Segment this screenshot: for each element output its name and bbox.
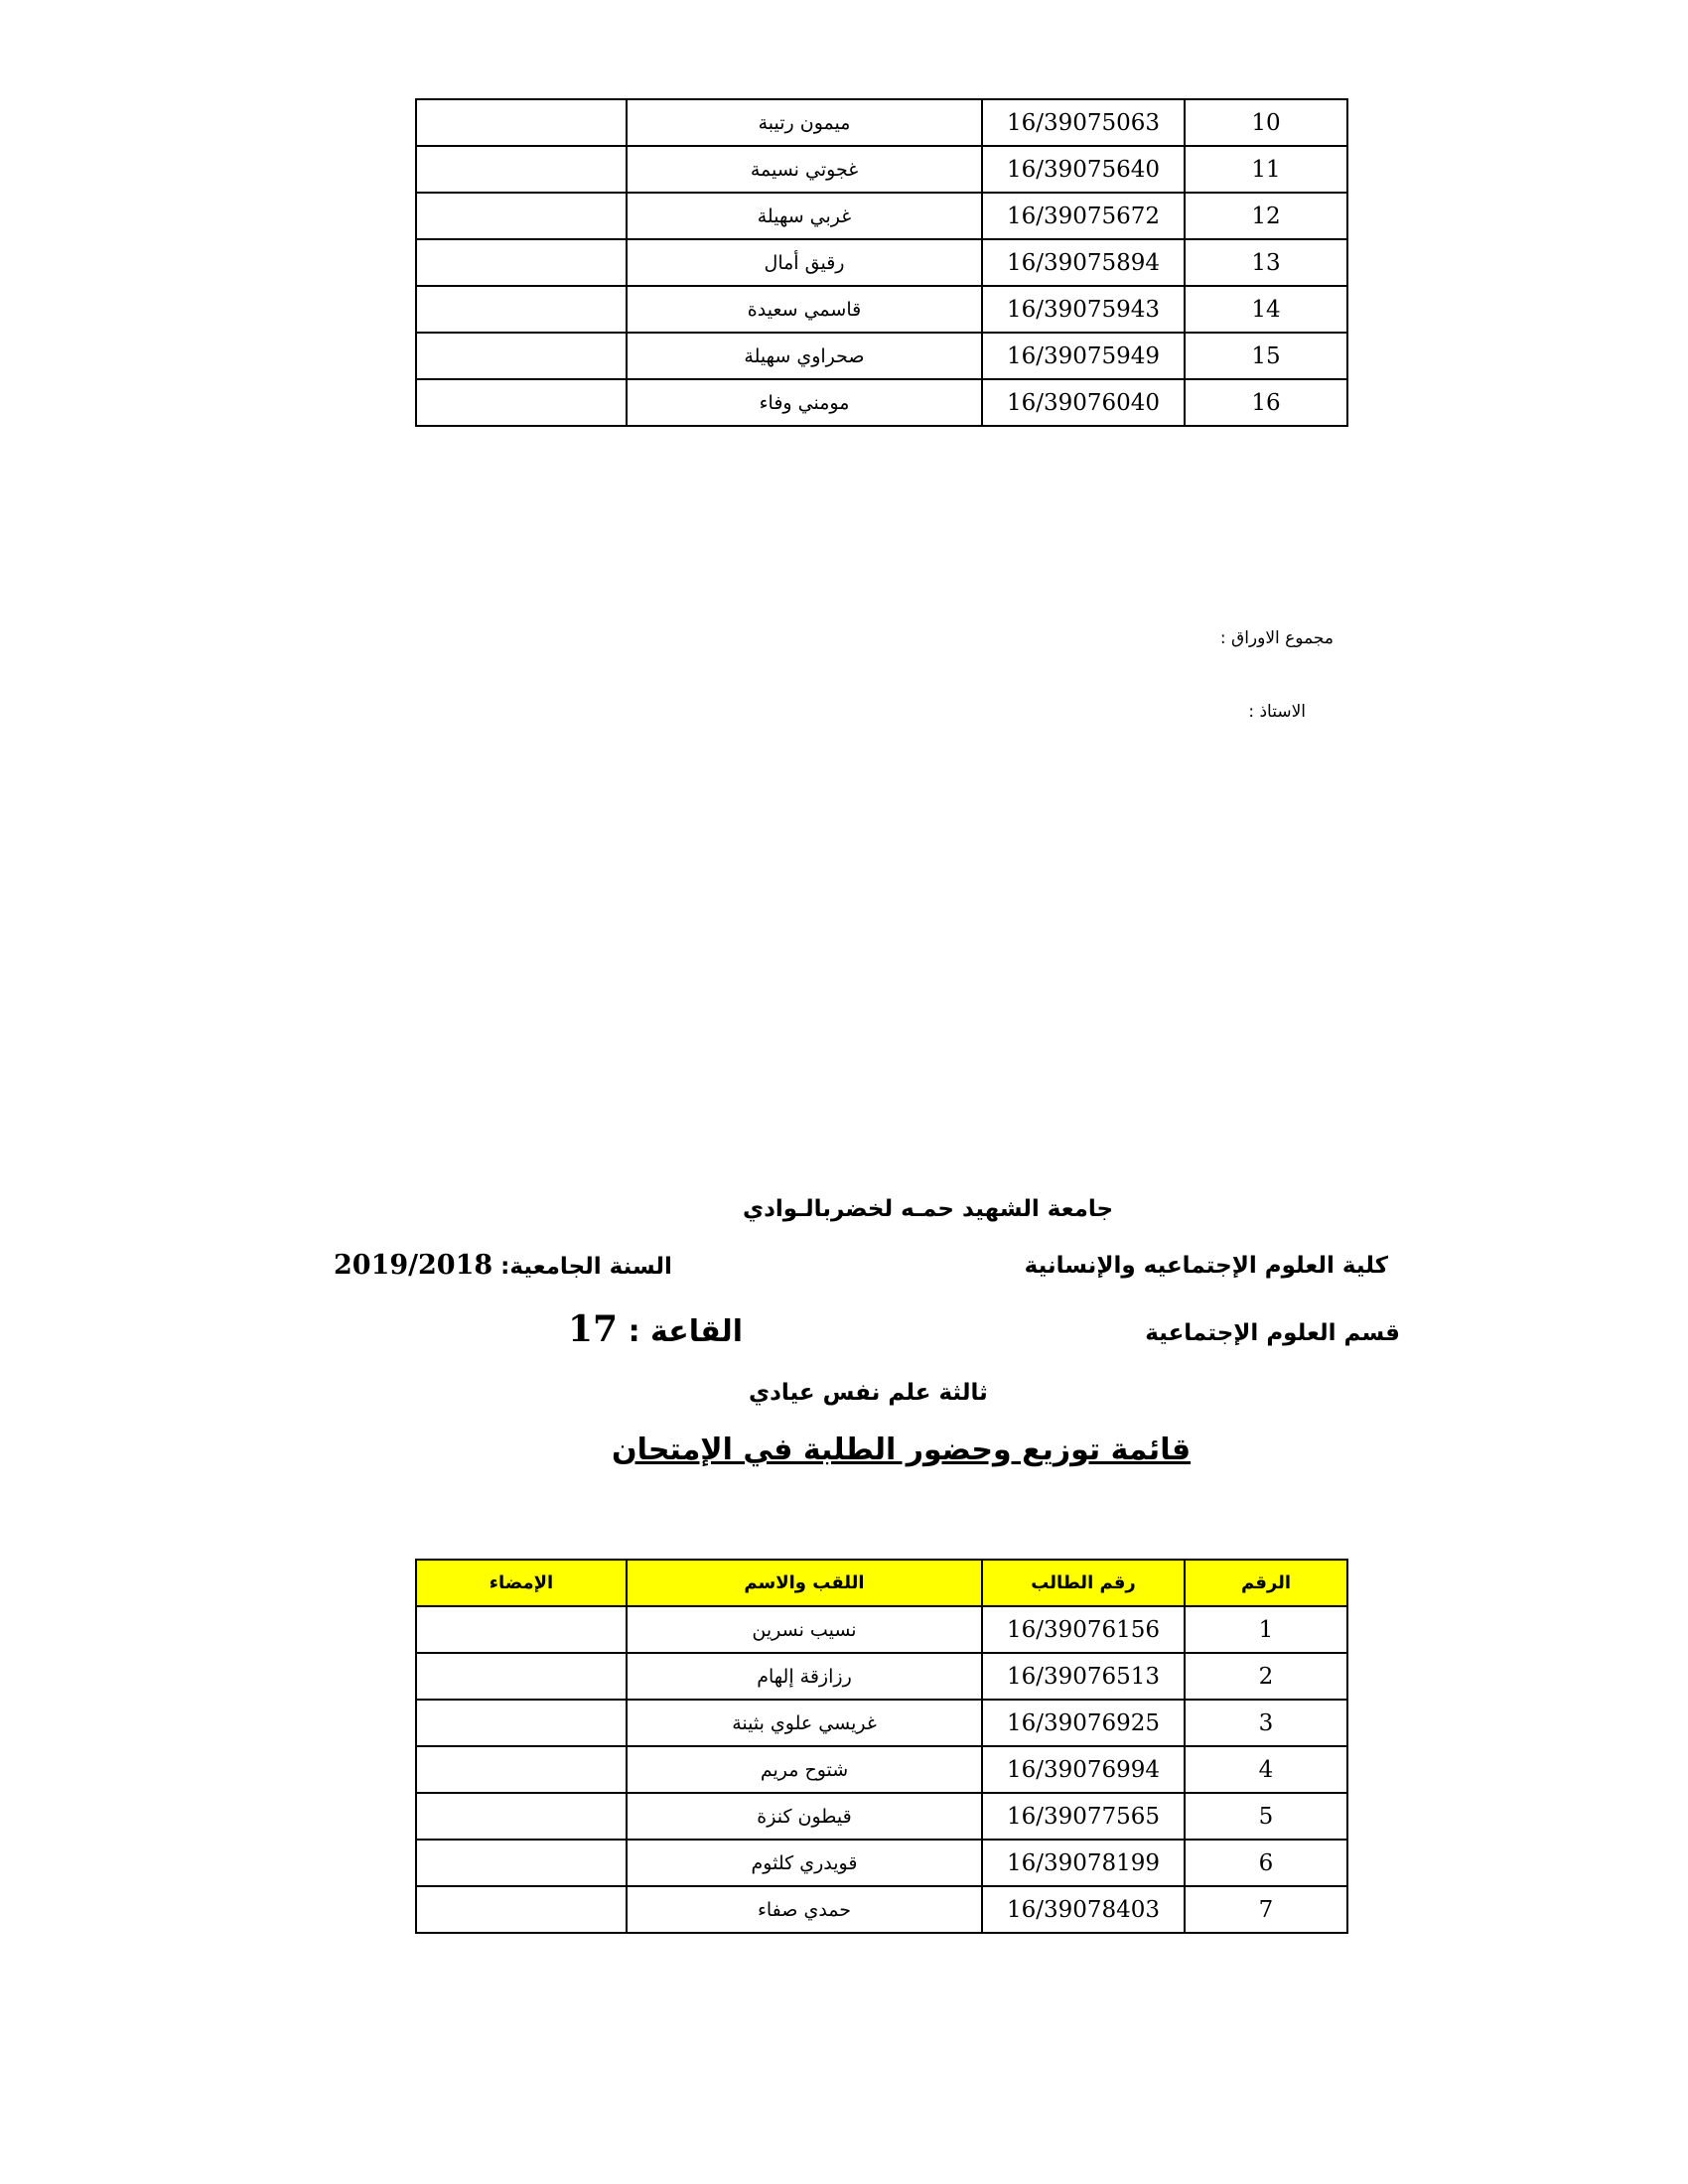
hall-label: القاعة : — [628, 1314, 744, 1349]
student-id-cell: 16/39075063 — [982, 99, 1185, 146]
top-attendance-table — [415, 98, 1348, 427]
table-row — [416, 1840, 1347, 1886]
header-student-id: رقم الطالب — [982, 1560, 1185, 1606]
student-id-cell: 16/39075894 — [982, 239, 1185, 286]
row-number-cell: 6 — [1185, 1840, 1347, 1886]
level-label: ثالثة علم نفس عيادي — [749, 1380, 988, 1406]
signature-cell[interactable] — [416, 1700, 627, 1746]
list-title: قائمة توزيع وحضور الطلبة في الإمتحان — [612, 1433, 1192, 1467]
student-id-cell: 16/39078199 — [982, 1840, 1185, 1886]
student-name-cell: صحراوي سهيلة — [627, 333, 982, 379]
student-id-cell: 16/39075672 — [982, 193, 1185, 239]
student-id-cell: 16/39075943 — [982, 286, 1185, 333]
row-number-cell: 7 — [1185, 1886, 1347, 1933]
table-row — [416, 1606, 1347, 1653]
row-number-cell: 13 — [1185, 239, 1347, 286]
student-name-cell: قيطون كنزة — [627, 1793, 982, 1840]
row-number-cell: 3 — [1185, 1700, 1347, 1746]
table-header-row — [416, 1560, 1347, 1606]
signature-cell[interactable] — [416, 146, 627, 193]
row-number-cell: 14 — [1185, 286, 1347, 333]
student-name-cell: ميمون رتيبة — [627, 99, 982, 146]
row-number-cell: 16 — [1185, 379, 1347, 426]
signature-cell[interactable] — [416, 193, 627, 239]
signature-cell[interactable] — [416, 1653, 627, 1700]
student-name-cell: رزازقة إلهام — [627, 1653, 982, 1700]
header-signature: الإمضاء — [416, 1560, 627, 1606]
table-row — [416, 1746, 1347, 1793]
signature-cell[interactable] — [416, 1606, 627, 1653]
total-papers-label: مجموع الاوراق : — [1219, 628, 1334, 648]
student-name-cell: قويدري كلثوم — [627, 1840, 982, 1886]
table-row — [416, 1886, 1347, 1933]
signature-cell[interactable] — [416, 286, 627, 333]
student-id-cell: 16/39076040 — [982, 379, 1185, 426]
signature-cell[interactable] — [416, 333, 627, 379]
table-row — [416, 379, 1347, 426]
student-id-cell: 16/39077565 — [982, 1793, 1185, 1840]
student-name-cell: شتوح مريم — [627, 1746, 982, 1793]
table-row — [416, 333, 1347, 379]
header-number: الرقم — [1185, 1560, 1347, 1606]
table-row — [416, 286, 1347, 333]
student-id-cell: 16/39076925 — [982, 1700, 1185, 1746]
table-row — [416, 146, 1347, 193]
hall-number — [568, 1308, 743, 1350]
signature-cell[interactable] — [416, 239, 627, 286]
signature-cell[interactable] — [416, 379, 627, 426]
table-row — [416, 1793, 1347, 1840]
table-row — [416, 1700, 1347, 1746]
signature-cell[interactable] — [416, 1840, 627, 1886]
student-id-cell: 16/39076513 — [982, 1653, 1185, 1700]
table-row — [416, 99, 1347, 146]
row-number-cell: 12 — [1185, 193, 1347, 239]
table-row — [416, 239, 1347, 286]
row-number-cell: 15 — [1185, 333, 1347, 379]
header-name: اللقب والاسم — [627, 1560, 982, 1606]
academic-year-label: السنة الجامعية: — [500, 1254, 672, 1280]
student-id-cell: 16/39076994 — [982, 1746, 1185, 1793]
row-number-cell: 2 — [1185, 1653, 1347, 1700]
row-number-cell: 4 — [1185, 1746, 1347, 1793]
academic-year-value: 2019/2018 — [334, 1250, 493, 1281]
table-row — [416, 1653, 1347, 1700]
student-name-cell: قاسمي سعيدة — [627, 286, 982, 333]
row-number-cell: 5 — [1185, 1793, 1347, 1840]
top-table-body — [416, 99, 1347, 426]
signature-cell[interactable] — [416, 1746, 627, 1793]
student-name-cell: غريسي علوي بثينة — [627, 1700, 982, 1746]
row-number-cell: 1 — [1185, 1606, 1347, 1653]
university-name: جامعة الشهيد حمـه لخضربالـوادي — [743, 1196, 1114, 1222]
bottom-table-body — [416, 1606, 1347, 1933]
student-name-cell: مومني وفاء — [627, 379, 982, 426]
student-id-cell: 16/39075640 — [982, 146, 1185, 193]
student-id-cell: 16/39076156 — [982, 1606, 1185, 1653]
professor-label: الاستاذ : — [1248, 702, 1306, 722]
student-name-cell: حمدي صفاء — [627, 1886, 982, 1933]
student-name-cell: غربي سهيلة — [627, 193, 982, 239]
signature-cell[interactable] — [416, 1886, 627, 1933]
student-id-cell: 16/39075949 — [982, 333, 1185, 379]
hall-value: 17 — [568, 1308, 619, 1350]
student-name-cell: نسيب نسرين — [627, 1606, 982, 1653]
signature-cell[interactable] — [416, 1793, 627, 1840]
row-number-cell: 11 — [1185, 146, 1347, 193]
bottom-attendance-table — [415, 1559, 1348, 1934]
student-id-cell: 16/39078403 — [982, 1886, 1185, 1933]
signature-cell[interactable] — [416, 99, 627, 146]
student-name-cell: رقيق أمال — [627, 239, 982, 286]
student-name-cell: غجوتي نسيمة — [627, 146, 982, 193]
faculty-name: كلية العلوم الإجتماعيه والإنسانية — [1024, 1253, 1388, 1279]
row-number-cell: 10 — [1185, 99, 1347, 146]
academic-year — [334, 1250, 672, 1281]
department-name: قسم العلوم الإجتماعية — [1145, 1320, 1400, 1346]
table-row — [416, 193, 1347, 239]
